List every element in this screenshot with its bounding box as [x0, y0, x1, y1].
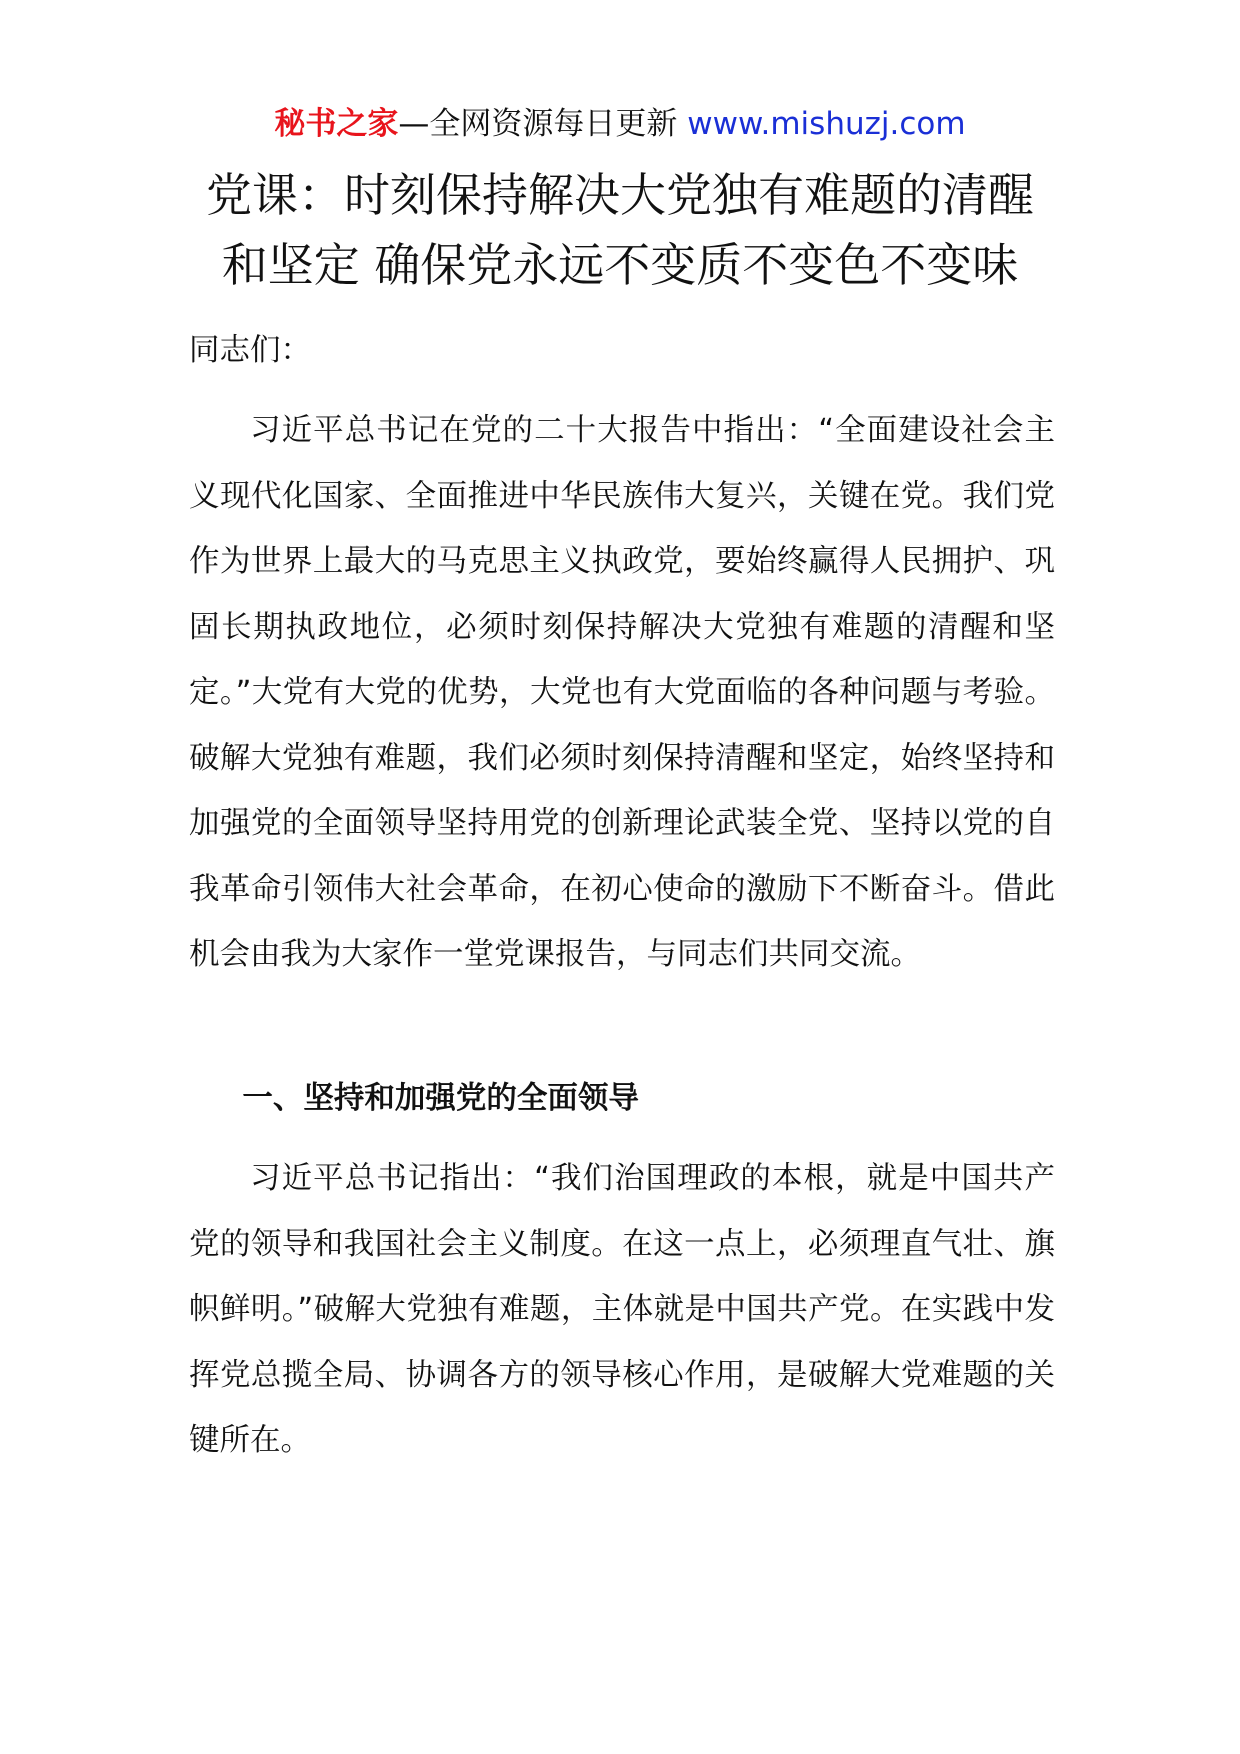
site-name: 秘书之家 [274, 106, 399, 142]
site-tagline: —全网资源每日更新 [398, 106, 688, 142]
site-url[interactable]: www.mishuzj.com [687, 106, 966, 142]
document-title-line-2: 和坚定 确保党永远不变质不变色不变味 [221, 238, 1019, 292]
paragraph-intro: 习近平总书记在党的二十大报告中指出：“全面建设社会主义现代化国家、全面推进中华民族伟大复兴，关键在党。我们党作为世界上最大的马克思主义执政党，要始终赢得人民拥护、巩固长期执政地位，必须时刻保持解决大党独有难题的清醒和坚定。”大党有大党的优势，大党也有大党面临的各种问题与考验。破解大党独有难题，我们必须时刻保持清醒和坚定，始终坚持和加强党的全面领导坚持用党的创新理论武装全党、坚持以党的自我革命引领伟大社会革命，在初心使命的激励下不断奋斗。借此机会由我为大家作一堂党课报告，与同志们共同交流。 [189, 413, 1055, 972]
paragraph-section-1: 习近平总书记指出：“我们治国理政的本根，就是中国共产党的领导和我国社会主义制度。在这一点上，必须理直气壮、旗帜鲜明。”破解大党独有难题，主体就是中国共产党。在实践中发挥党总揽全局、协调各方的领导核心作用，是破解大党难题的关键所在。 [189, 1161, 1055, 1458]
section-heading-1: 一、坚持和加强党的全面领导 [242, 1081, 639, 1116]
site-header [0, 102, 1240, 146]
document-title-line-1: 党课：时刻保持解决大党独有难题的清醒 [206, 168, 1034, 222]
salutation: 同志们： [189, 333, 311, 368]
document-title [0, 160, 1240, 300]
